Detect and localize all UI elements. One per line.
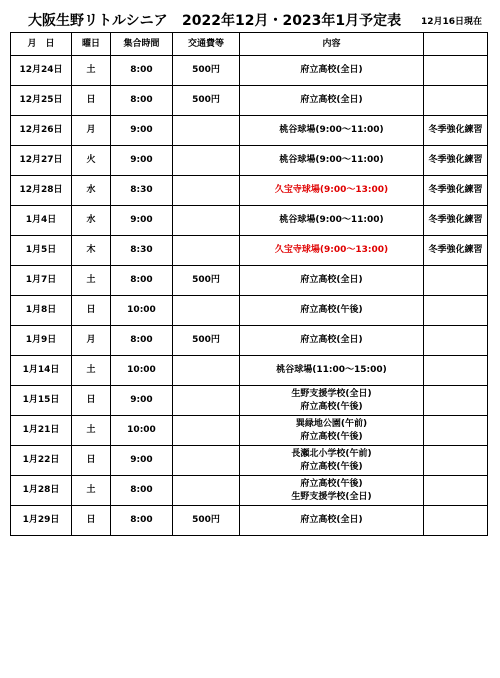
content-line: 府立高校(全日) [300,335,363,345]
table-row [11,146,488,176]
schedule-title: 2022年12月・2023年1月予定表 [182,13,402,29]
content-line: 久宝寺球場(9:00～13:00) [274,245,389,255]
col-header-fee: 交通費等 [173,33,240,56]
fee-cell [173,206,240,236]
content-cell [240,326,424,356]
note-cell [424,296,488,326]
content-line: 府立高校(午後) [300,478,363,489]
date-cell: 1月21日 [11,416,72,446]
note-cell [424,446,488,476]
table-row [11,416,488,446]
time-cell: 8:30 [111,176,173,206]
time-cell: 10:00 [111,416,173,446]
note-cell [424,86,488,116]
day-cell: 土 [72,356,111,386]
organization-name: 大阪生野リトルシニア [28,13,168,29]
fee-cell: 500円 [173,266,240,296]
content-cell [240,356,424,386]
time-cell: 8:30 [111,236,173,266]
time-cell: 9:00 [111,146,173,176]
fee-cell [173,446,240,476]
day-cell: 火 [72,146,111,176]
date-cell: 1月22日 [11,446,72,476]
content-line: 府立高校(全日) [300,65,363,75]
note-cell [424,356,488,386]
note-cell: 冬季強化練習 [424,146,488,176]
fee-cell [173,416,240,446]
col-header-time: 集合時間 [111,33,173,56]
content-cell [240,266,424,296]
content-line: 巽緑地公園(午前) [295,418,368,429]
time-cell: 10:00 [111,356,173,386]
content-line: 府立高校(午後) [300,401,363,412]
fee-cell [173,176,240,206]
date-cell: 1月8日 [11,296,72,326]
time-cell: 10:00 [111,296,173,326]
table-row [11,356,488,386]
fee-cell [173,146,240,176]
fee-cell: 500円 [173,326,240,356]
time-cell: 9:00 [111,446,173,476]
day-cell: 水 [72,176,111,206]
table-row [11,386,488,416]
time-cell: 9:00 [111,386,173,416]
table-row [11,506,488,536]
date-cell: 12月25日 [11,86,72,116]
content-line: 府立高校(午後) [300,461,363,472]
content-cell [240,506,424,536]
day-cell: 日 [72,386,111,416]
date-cell: 12月27日 [11,146,72,176]
date-cell: 1月15日 [11,386,72,416]
table-row [11,326,488,356]
note-cell [424,386,488,416]
content-line: 長瀬北小学校(午前) [291,448,372,459]
table-header-row [11,33,488,56]
table-row [11,56,488,86]
content-line: 生野支援学校(全日) [291,388,372,399]
day-cell: 日 [72,296,111,326]
as-of-date: 12月16日現在 [420,17,482,27]
time-cell: 8:00 [111,266,173,296]
fee-cell [173,236,240,266]
day-cell: 土 [72,416,111,446]
day-cell: 木 [72,236,111,266]
note-cell [424,506,488,536]
date-cell: 12月24日 [11,56,72,86]
fee-cell [173,296,240,326]
content-line: 府立高校(全日) [300,515,363,525]
date-cell: 12月26日 [11,116,72,146]
note-cell: 冬季強化練習 [424,176,488,206]
day-cell: 日 [72,446,111,476]
table-row [11,86,488,116]
table-row [11,176,488,206]
day-cell: 日 [72,86,111,116]
content-line: 生野支援学校(全日) [291,491,372,502]
date-cell: 1月7日 [11,266,72,296]
table-row [11,236,488,266]
content-line: 桃谷球場(9:00～11:00) [279,215,384,225]
date-cell: 1月5日 [11,236,72,266]
date-cell: 1月14日 [11,356,72,386]
col-header-note [424,33,488,56]
note-cell [424,266,488,296]
content-cell [240,236,424,266]
time-cell: 8:00 [111,86,173,116]
time-cell: 8:00 [111,476,173,506]
table-row [11,206,488,236]
note-cell [424,326,488,356]
content-line: 桃谷球場(9:00～11:00) [279,125,384,135]
table-row [11,446,488,476]
content-cell [240,296,424,326]
date-cell: 12月28日 [11,176,72,206]
time-cell: 8:00 [111,56,173,86]
content-cell [240,206,424,236]
content-line: 府立高校(全日) [300,95,363,105]
day-cell: 土 [72,56,111,86]
content-cell [240,116,424,146]
note-cell: 冬季強化練習 [424,236,488,266]
note-cell [424,476,488,506]
date-cell: 1月28日 [11,476,72,506]
note-cell: 冬季強化練習 [424,206,488,236]
table-row [11,476,488,506]
time-cell: 9:00 [111,206,173,236]
content-line: 府立高校(午後) [300,305,363,315]
content-line: 久宝寺球場(9:00～13:00) [274,185,389,195]
fee-cell [173,356,240,386]
fee-cell [173,386,240,416]
col-header-content: 内容 [240,33,424,56]
content-cell [240,446,424,476]
time-cell: 9:00 [111,116,173,146]
note-cell: 冬季強化練習 [424,116,488,146]
table-row [11,266,488,296]
content-cell [240,416,424,446]
date-cell: 1月9日 [11,326,72,356]
content-cell [240,146,424,176]
table-row [11,296,488,326]
fee-cell [173,476,240,506]
day-cell: 月 [72,326,111,356]
day-cell: 日 [72,506,111,536]
fee-cell [173,116,240,146]
day-cell: 月 [72,116,111,146]
document-header [10,8,490,32]
content-cell [240,56,424,86]
content-line: 桃谷球場(9:00～11:00) [279,155,384,165]
col-header-day: 曜日 [72,33,111,56]
day-cell: 土 [72,266,111,296]
content-cell [240,86,424,116]
content-line: 府立高校(全日) [300,275,363,285]
fee-cell: 500円 [173,506,240,536]
table-row [11,116,488,146]
content-line: 桃谷球場(11:00～15:00) [276,365,387,375]
note-cell [424,416,488,446]
fee-cell: 500円 [173,86,240,116]
col-header-date: 月 日 [11,33,72,56]
time-cell: 8:00 [111,506,173,536]
content-line: 府立高校(午後) [300,431,363,442]
day-cell: 水 [72,206,111,236]
date-cell: 1月4日 [11,206,72,236]
content-cell [240,476,424,506]
content-cell [240,176,424,206]
content-cell [240,386,424,416]
note-cell [424,56,488,86]
fee-cell: 500円 [173,56,240,86]
date-cell: 1月29日 [11,506,72,536]
schedule-table [10,32,488,536]
day-cell: 土 [72,476,111,506]
time-cell: 8:00 [111,326,173,356]
